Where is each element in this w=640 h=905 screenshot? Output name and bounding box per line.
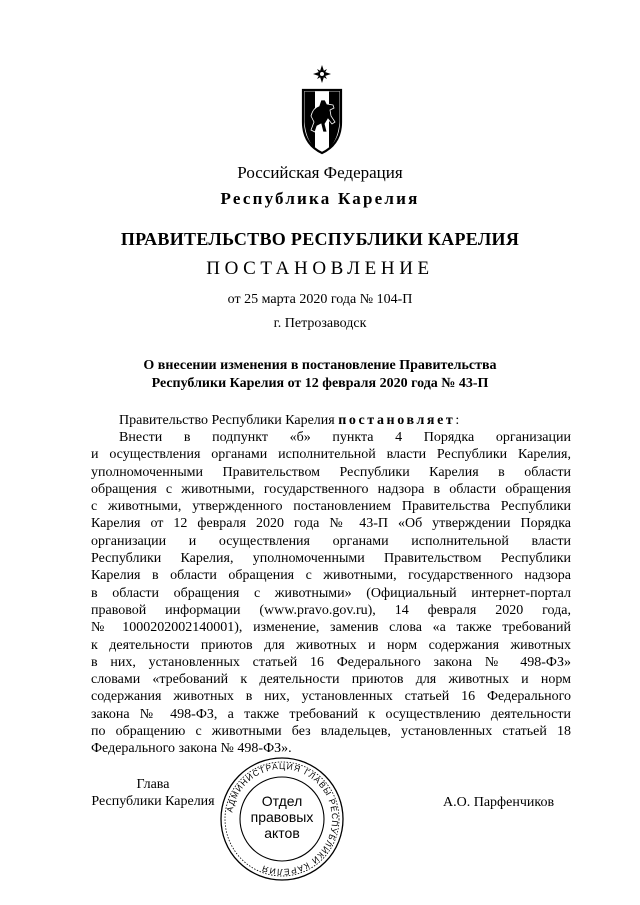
title-line-1: О внесении изменения в постановление Правительства — [143, 358, 497, 373]
body-line: в них, установленных статьей 16 Федерального закона № 498-ФЗ» — [91, 654, 571, 670]
body-line: обращения с животными, государственного надзора в области обращения — [91, 481, 571, 497]
stamp-line-2: правовых — [250, 809, 314, 825]
document-type: ПОСТАНОВЛЕНИЕ — [206, 258, 434, 279]
body-line: Республики Карелия, уполномоченными Правительством Республики — [91, 551, 571, 567]
signatory-title-line-2: Республики Карелия — [91, 794, 215, 809]
preamble-text: Правительство Республики Карелия — [119, 413, 339, 428]
body-line: с животными, утвержденного постановлением Правительства Республики — [91, 499, 571, 515]
date-number: от 25 марта 2020 года № 104-П — [227, 292, 413, 307]
government-heading: ПРАВИТЕЛЬСТВО РЕСПУБЛИКИ КАРЕЛИЯ — [120, 229, 520, 249]
body-line: и осуществления органами исполнительной власти Республики Карелия, — [91, 447, 571, 463]
signatory-name: А.О. Парфенчиков — [443, 795, 555, 810]
preamble-verb: постановляет — [338, 413, 456, 428]
decree-body — [91, 429, 571, 758]
stamp-line-1: Отдел — [261, 793, 303, 809]
signatory-title — [91, 776, 215, 810]
body-line: содержания животных в них, установленных статьей 16 Федерального — [91, 689, 571, 705]
federation-label: Российская Федерация — [237, 163, 403, 182]
stamp-ring-text: АДМИНИСТРАЦИЯ ГЛАВЫ РЕСПУБЛИКИ КАРЕЛИЯ — [224, 760, 341, 878]
city: г. Петрозаводск — [273, 316, 367, 331]
body-line: Карелия от 12 февраля 2020 года № 43-П «Об утверждении Порядка — [91, 516, 571, 532]
preamble-colon: : — [455, 413, 460, 428]
body-line: словами «требований к деятельности приютов для животных и норм — [91, 672, 571, 688]
body-line: Федерального закона № 498-ФЗ». — [91, 741, 292, 757]
body-line: по обращению с животными без владельцев, установленных статьей 18 — [91, 724, 571, 740]
coat-of-arms-emblem — [297, 64, 347, 156]
stamp-line-3: актов — [264, 825, 300, 841]
body-line: правовой информации (www.pravo.gov.ru), 14 февраля 2020 года, — [91, 602, 571, 618]
body-line: в области обращения с животными» (Официальный интернет-портал — [91, 585, 571, 601]
body-line: Карелия в области обращения с животными, государственного надзора — [91, 568, 571, 584]
republic-label: Республика Карелия — [220, 189, 420, 208]
body-line: № 1000202002140001), изменение, заменив слова «а также требований — [91, 620, 571, 636]
preamble — [91, 412, 571, 429]
body-line: Внести в подпункт «б» пункта 4 Порядка организации — [119, 430, 571, 445]
body-line: уполномоченными Правительством Республики Карелия в области — [91, 464, 571, 480]
official-stamp — [219, 756, 345, 882]
body-line: к деятельности приютов для животных и норм содержания животных — [91, 637, 571, 653]
title-line-2: Республики Карелия от 12 февраля 2020 года № 43-П — [151, 376, 489, 391]
signatory-title-line-1: Глава — [136, 777, 170, 792]
body-line: закона № 498-ФЗ, а также требований к осуществлению деятельности — [91, 706, 571, 722]
document-title — [0, 357, 640, 393]
body-line: организации и осуществления органами исполнительной власти — [91, 533, 571, 549]
